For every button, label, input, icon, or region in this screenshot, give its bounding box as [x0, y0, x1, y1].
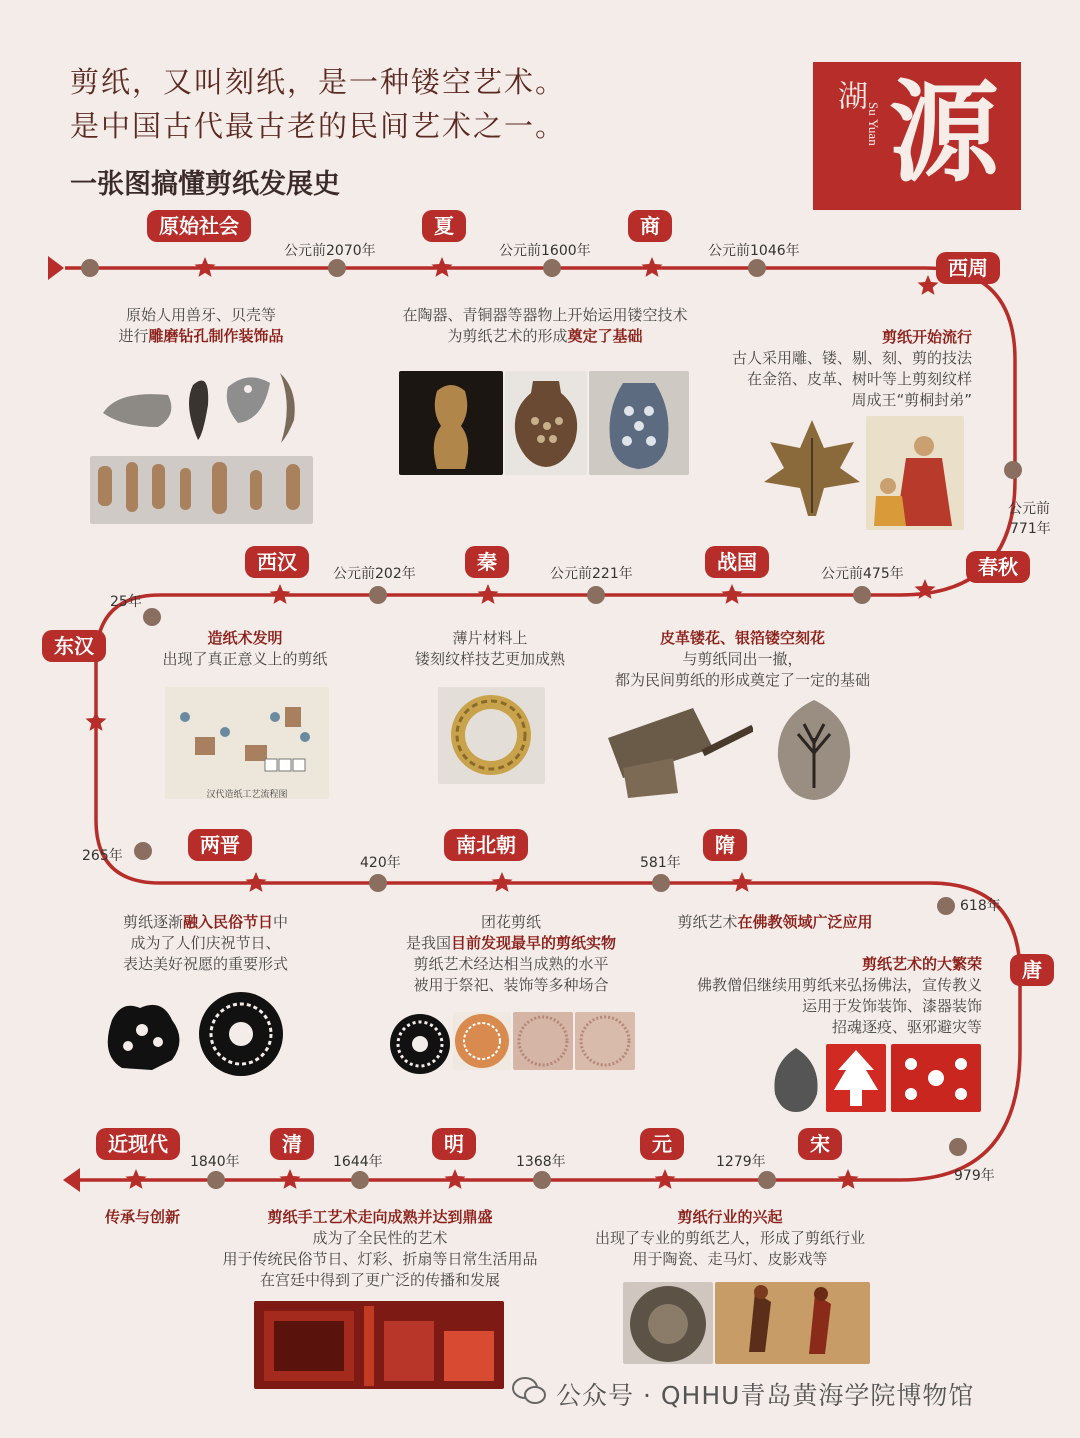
- year-label: 公元前2070年: [284, 243, 376, 259]
- desc-xia: 在陶器、青铜器等器物上开始运用镂空技术 为剪纸艺术的形成奠定了基础: [402, 306, 688, 345]
- timeline-node-dot: [328, 259, 346, 277]
- era-tag-qing: 清: [270, 1128, 314, 1160]
- year-label: 420年: [360, 855, 401, 871]
- black-tuanhua-papercut: [388, 1012, 452, 1076]
- timeline-star-icon: [478, 584, 499, 604]
- timeline-node-dot: [937, 897, 955, 915]
- year-label: 265年: [82, 848, 123, 864]
- era-tag-yuanshi: 原始社会: [147, 210, 251, 242]
- king-cheng-painting: [866, 416, 964, 530]
- era-tag-xia: 夏: [422, 210, 466, 242]
- timeline-node-dot: [143, 608, 161, 626]
- timeline-node-dot: [543, 259, 561, 277]
- timeline-node-dot: [853, 586, 871, 604]
- timeline-node-dot: [748, 259, 766, 277]
- year-label: 1840年: [190, 1154, 240, 1170]
- pink-tuanhua-photo: [513, 1012, 573, 1070]
- era-tag-donghan: 东汉: [42, 630, 106, 662]
- year-label: 1368年: [516, 1154, 566, 1170]
- year-label: 618年: [960, 898, 1001, 914]
- timeline-node-dot: [758, 1171, 776, 1189]
- leather-artifacts-photo: [603, 698, 753, 802]
- puppet-icon: [715, 1282, 870, 1364]
- timeline-star-icon: [838, 1169, 859, 1189]
- round-papercut: [195, 990, 287, 1078]
- desc-qin: 薄片材料上 镂刻纹样技艺更加成熟: [414, 629, 565, 668]
- header-line-2: 是中国古代最古老的民间艺术之一。: [70, 109, 567, 143]
- jade-figure-photo: [399, 371, 503, 475]
- gold-foil-disc-photo: [438, 687, 545, 784]
- timeline-node-dot: [369, 874, 387, 892]
- bone-tools-photo: [90, 456, 313, 524]
- timeline-star-icon: [722, 584, 743, 604]
- desc-xihan: 造纸术发明 出现了真正意义上的剪纸: [162, 629, 328, 668]
- red-pattern-papercut: [891, 1044, 981, 1112]
- era-tag-ming: 明: [432, 1128, 476, 1160]
- timeline-star-icon: [126, 1169, 147, 1189]
- page-subtitle: 一张图搞懂剪纸发展史: [70, 169, 340, 200]
- year-label: 771年: [1010, 521, 1051, 537]
- era-tag-chunqiu: 春秋: [966, 551, 1030, 583]
- timeline-star-icon: [445, 1169, 466, 1189]
- orange-tuanhua-icon: [453, 1012, 511, 1070]
- shadow-puppet-photo: [715, 1282, 870, 1364]
- timeline-node-dot: [207, 1171, 225, 1189]
- palace-interior-photo: [254, 1301, 504, 1389]
- era-tag-liangjin: 两晋: [188, 829, 252, 861]
- porcelain-vase-photo: [589, 371, 689, 475]
- carved-leaf-photo: [762, 418, 862, 518]
- year-label: 25年: [110, 594, 142, 610]
- pagoda-papercut: [826, 1044, 886, 1112]
- desc-jinxiandai: 传承与创新: [104, 1208, 180, 1226]
- illustration-caption: 汉代造纸工艺流程图: [206, 790, 288, 800]
- timeline-node-dot: [1004, 461, 1022, 479]
- timeline-star-icon: [918, 275, 939, 295]
- timeline-node-dot: [587, 586, 605, 604]
- era-tag-zhanguo: 战国: [705, 546, 769, 578]
- timeline-star-icon: [732, 872, 753, 892]
- timeline-node-dot: [533, 1171, 551, 1189]
- desc-sui: 剪纸艺术在佛教领域广泛应用: [677, 913, 873, 931]
- logo-yuan: 源: [889, 68, 999, 197]
- desc-xizhou: 剪纸开始流行 古人采用雕、镂、剔、刻、剪的技法 在金箔、皮革、树叶等上剪刻纹样 周成王“剪桐封弟”: [731, 328, 972, 409]
- desc-zhanguo: 皮革镂花、银箔镂空刻花 与剪纸同出一撤， 都为民间剪纸的形成奠定了一定的基础: [614, 629, 870, 689]
- peacock-papercut: [771, 1044, 821, 1114]
- pink-tuanhua-icon-2: [575, 1012, 635, 1070]
- era-tag-qin: 秦: [465, 546, 509, 578]
- year-label: 581年: [640, 855, 681, 871]
- figure-icon: [399, 371, 503, 475]
- desc-nanbeichao: 团花剪纸 是我国目前发现最早的剪纸实物 剪纸艺术经达相当成熟的水平 被用于祭祀、装饰等多种场合: [405, 913, 617, 994]
- year-label: 1644年: [333, 1154, 383, 1170]
- logo-su: Su Yuan: [866, 102, 881, 146]
- timeline-star-icon: [492, 872, 513, 892]
- year-label: 公元前475年: [821, 566, 904, 582]
- logo: [813, 62, 1021, 210]
- desc-liangjin: 剪纸逐渐融入民俗节日中 成为了人们庆祝节日、 表达美好祝愿的重要形式: [122, 913, 289, 973]
- timeline-star-icon: [642, 257, 663, 277]
- year-label: 979年: [954, 1168, 995, 1184]
- year-label: 1279年: [716, 1154, 766, 1170]
- end-arrow-icon: [63, 1168, 80, 1192]
- header-line-1: 剪纸，又叫刻纸，是一种镂空艺术。: [70, 65, 567, 99]
- year-label: 公元前1600年: [499, 243, 591, 259]
- orange-tuanhua-photo: [453, 1012, 511, 1070]
- timeline-star-icon: [195, 257, 216, 277]
- era-tag-nanbeichao: 南北朝: [444, 829, 528, 861]
- disc-icon: [438, 687, 545, 784]
- timeline-node-dot: [652, 874, 670, 892]
- timeline-node-dot: [81, 259, 99, 277]
- pot-icon: [505, 371, 587, 475]
- era-tag-tang: 唐: [1010, 954, 1054, 986]
- red-pattern-icon: [891, 1044, 981, 1112]
- wechat-icon: [512, 1376, 546, 1406]
- timeline-star-icon: [246, 872, 267, 892]
- era-tag-xihan: 西汉: [245, 546, 309, 578]
- timeline-node-dot: [351, 1171, 369, 1189]
- era-tag-sui: 隋: [703, 829, 747, 861]
- desc-mingqing: 剪纸手工艺术走向成熟并达到鼎盛 成为了全民性的艺术 用于传统民俗节日、灯彩、折扇等日常生活用品 在宫廷中得到了更广泛的传播和发展: [222, 1208, 538, 1289]
- era-tag-xizhou: 西周: [936, 252, 1000, 284]
- vase-icon: [589, 371, 689, 475]
- year-label: 公元前202年: [333, 566, 416, 582]
- painting-figures-icon: [866, 416, 964, 530]
- footer-text: 公众号 · QHHU青岛黄海学院博物馆: [556, 1381, 975, 1410]
- logo-hu: 湖: [832, 80, 867, 110]
- start-arrow-icon: [48, 256, 64, 280]
- timeline-star-icon: [280, 1169, 301, 1189]
- year-label: 公元前221年: [550, 566, 633, 582]
- bronze-pot-photo: [505, 371, 587, 475]
- timeline-star-icon: [270, 584, 291, 604]
- workers-icon: [165, 687, 329, 777]
- silver-foil-tree-photo: [774, 698, 854, 802]
- desc-yuanshi: 原始人用兽牙、贝壳等 进行雕磨钻孔制作装饰品: [118, 306, 284, 345]
- timeline-star-icon: [655, 1169, 676, 1189]
- palace-icon: [254, 1301, 504, 1389]
- era-tag-shang: 商: [628, 210, 672, 242]
- era-tag-yuan: 元: [640, 1128, 684, 1160]
- desc-songyuan: 剪纸行业的兴起 出现了专业的剪纸艺人，形成了剪纸行业 用于陶瓷、走马灯、皮影戏等: [594, 1208, 865, 1268]
- timeline-star-icon: [432, 257, 453, 277]
- pagoda-icon: [826, 1044, 886, 1112]
- year-label: 公元前: [1008, 501, 1050, 517]
- timeline-node-dot: [949, 1138, 967, 1156]
- bone-ornaments-photo: [98, 365, 313, 445]
- rooster-papercut: [92, 990, 190, 1078]
- timeline-node-dot: [369, 586, 387, 604]
- era-tag-jinxiandai: 近现代: [96, 1128, 180, 1160]
- pink-tuanhua-icon: [513, 1012, 573, 1070]
- paper-making-illustration: [165, 687, 329, 799]
- era-tag-song: 宋: [798, 1128, 842, 1160]
- year-label: 公元前1046年: [708, 243, 800, 259]
- bowl-icon: [623, 1282, 713, 1364]
- timeline-node-dot: [134, 842, 152, 860]
- bone-tools-icon: [90, 456, 313, 524]
- desc-tang: 剪纸艺术的大繁荣 佛教僧侣继续用剪纸来弘扬佛法，宣传教义 运用于发饰装饰、漆器装饰 招魂逐疫、驱邪避灾等: [696, 955, 982, 1036]
- pink-tuanhua-photo-2: [575, 1012, 635, 1070]
- ceramic-bowl-photo: [623, 1282, 713, 1364]
